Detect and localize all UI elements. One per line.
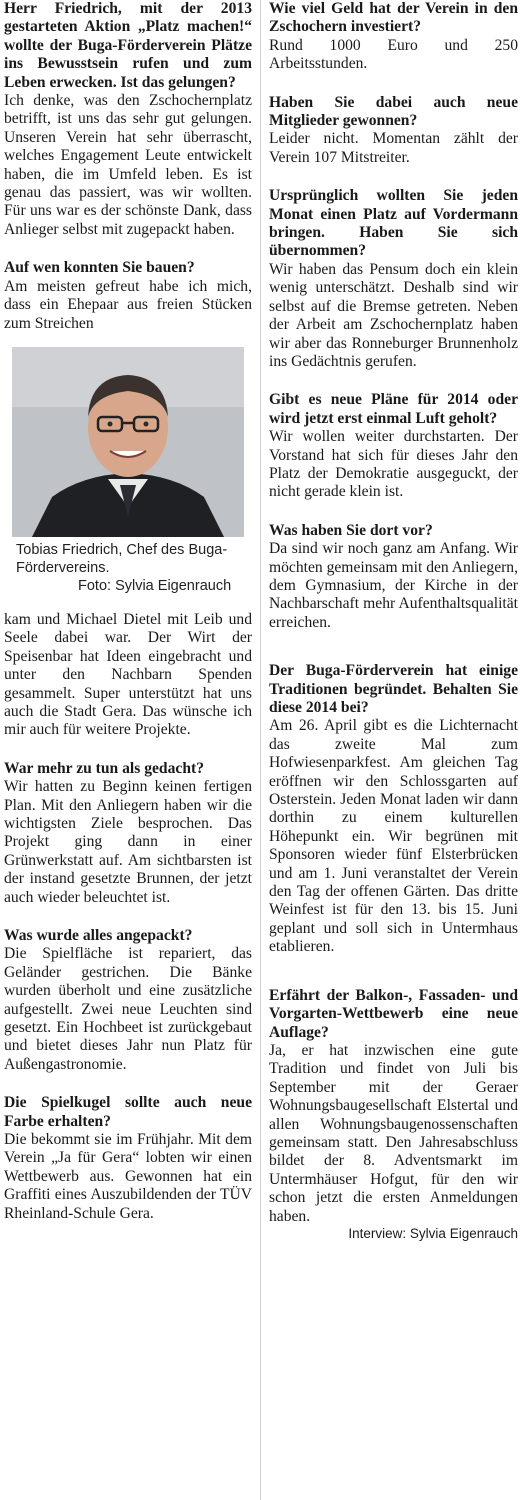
interview-signoff: Interview: Sylvia Eigenrauch — [348, 1225, 518, 1241]
caption-credit: Foto: Sylvia Eigenrauch — [78, 577, 232, 594]
question-members: Haben Sie dabei auch neue Mitglieder gewonnen? — [269, 93, 518, 130]
portrait-illustration — [12, 347, 244, 537]
question-who-helped: Auf wen konnten Sie bauen? — [4, 259, 195, 277]
intro-question: Herr Friedrich, mit der 2013 gestarteten Aktion „Platz machen!“ wollte der Buga-Förderverein Plätze ins Bewusstsein rufen und zum Leben erwecken. Ist das gelungen? — [4, 0, 252, 91]
question-plans-2014: Gibt es neue Pläne für 2014 oder wird jetzt erst einmal Luft geholt? — [269, 391, 518, 427]
answer-money: Rund 1000 Euro und 250 Arbeitsstunden. — [269, 36, 518, 73]
answer-plans-2014: Wir wollen weiter durchstarten. Der Vorstand hat sich für dieses Jahr den Platz der Demokratie ausgeguckt, der nicht gerade klein ist. — [269, 428, 518, 501]
portrait-photo — [12, 347, 244, 537]
column-divider — [260, 0, 261, 1500]
answer-what-done: Die Spielfläche ist repariert, das Geländer gestrichen. Die Bänke wurden überholt und eine zusätzliche aufgestellt. Zwei neue Leuchten sind gesetzt. Ein Hochbeet ist zurückgebaut und bietet dieses Jahr nun Platz für Außengastronomie. — [4, 945, 252, 1073]
question-what-planned: Was haben Sie dort vor? — [269, 521, 433, 539]
answer-play-ball: Die bekommt sie im Frühjahr. Mit dem Verein „Ja für Gera“ lobten wir einen Wettbewerb aus. Gewonnen hat ein Graffiti eines Auszubildenden der TÜV Rheinland-Schule Gera. — [4, 1131, 252, 1222]
answer-traditions: Am 26. April gibt es die Lichternacht das zweite Mal zum Hofwiesenparkfest. Am gleichen Tag eröffnen wir den Schlossgarten auf Osterstein. Jeden Monat laden wir dann dorthin zu einem kulturellen Höhepunkt ein. Wir begrünen mit Sponsoren wieder fünf Elsterbrücken und am 1. Juni veranstaltet der Verein den Tag der offenen Gärten. Das dritte Weinfest ist für den 13. bis 15. Juni geplant und soll sich in Untermhaus etablieren. — [269, 717, 518, 956]
question-money: Wie viel Geld hat der Verein in den Zschochern investiert? — [269, 0, 518, 36]
photo-caption — [16, 541, 252, 595]
question-more-work: War mehr zu tun als gedacht? — [4, 759, 204, 777]
caption-name: Tobias Friedrich, Chef des Buga-Fördervereins. — [16, 541, 228, 576]
intro-answer: Ich denke, was den Zschochernplatz betrifft, ist uns das sehr gut gelungen. Unseren Verein hat sehr überrascht, welches Engagement Leute entwickelt haben, die im Umfeld leben. Es ist genau das passiert, was wir wollten. Für uns war es der schönste Dank, dass Anlieger selbst mit zugepackt haben. — [4, 92, 252, 238]
question-overload: Ursprünglich wollten Sie jeden Monat einen Platz auf Vordermann bringen. Haben Sie sich übernommen? — [269, 187, 518, 260]
question-competition: Erfährt der Balkon-, Fassaden- und Vorgarten-Wettbewerb eine neue Auflage? — [269, 986, 518, 1041]
left-column — [4, 0, 252, 1223]
answer-what-planned: Da sind wir noch ganz am Anfang. Wir möchten gemeinsam mit den Anliegern, dem Gymnasium, der Kirche in der Nachbarschaft mehr Aufenthaltsqualität erreichen. — [269, 540, 519, 631]
portrait-figure — [4, 347, 252, 595]
answer-more-work: Wir hatten zu Beginn keinen fertigen Plan. Mit den Anliegern haben wir die wichtigsten Ziele besprochen. Das Projekt ging dann in einer Grünwerkstatt auf. Am sichtbarsten ist der instand gesetzte Brunnen, der jetzt auch wieder beleuchtet ist. — [4, 778, 252, 906]
answer-who-helped-part2: kam und Michael Dietel mit Leib und Seele dabei war. Der Wirt der Speisenbar hat Ideen eingebracht und unter den Nachbarn Spenden gesammelt. Super unterstützt hat uns auch die Stadt Gera. Das wünsche ich mir auch für weitere Projekte. — [4, 610, 252, 739]
answer-competition: Ja, er hat inzwischen eine gute Tradition und findet von Juli bis September mit der Geraer Wohnungsbaugesellschaft Elstertal und allen Wohnungsbaugenossenschaften gemeinsam statt. Den Jahresabschluss bildet der 8. Adventsmarkt im Untermhäuser Hofgut, für den wir schon jetzt die ersten Anmeldungen haben. — [269, 1041, 518, 1225]
question-play-ball: Die Spielkugel sollte auch neue Farbe erhalten? — [4, 1094, 252, 1130]
question-traditions: Der Buga-Förderverein hat einige Traditionen begründet. Behalten Sie diese 2014 bei? — [269, 662, 518, 716]
answer-who-helped-part1: Am meisten gefreut habe ich mich, dass ein Ehepaar aus freien Stücken zum Streichen — [4, 277, 252, 332]
right-column — [269, 0, 518, 1241]
question-what-done: Was wurde alles angepackt? — [4, 927, 193, 944]
answer-overload: Wir haben das Pensum doch ein klein wenig unterschätzt. Deshalb sind wir selbst auf die Bremse getreten. Neben der Arbeit am Zschochernplatz haben wir aber das Ronneburger Brunnenholz ins Gedächtnis gerufen. — [269, 260, 518, 370]
answer-members: Leider nicht. Momentan zählt der Verein 107 Mitstreiter. — [269, 130, 518, 166]
